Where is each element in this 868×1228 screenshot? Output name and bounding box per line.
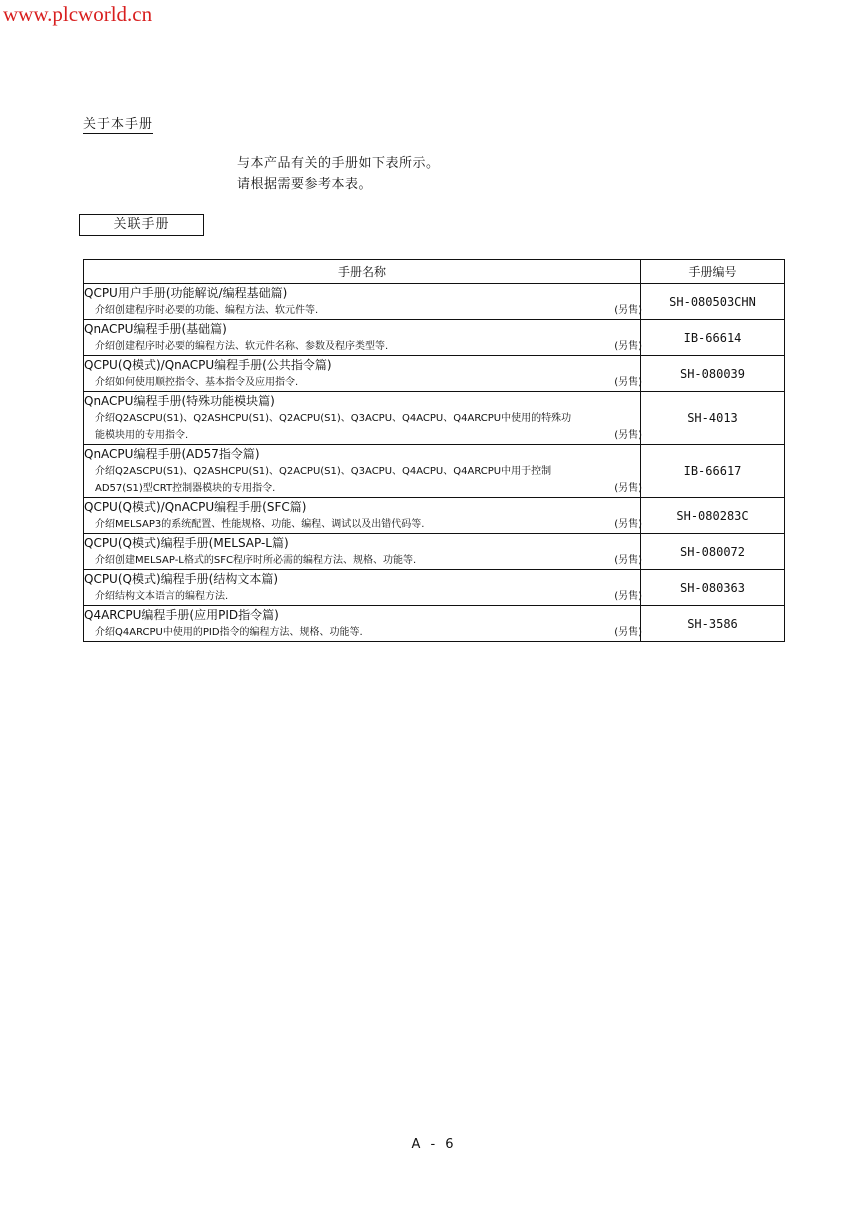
manual-description [84,463,640,497]
table-row [84,606,785,642]
manual-description-text: 介绍如何使用顺控指令、基本指令及应用指令. [95,377,299,388]
table-row [84,356,785,392]
sold-separately-note: (另售) [614,519,642,530]
intro-line: 请根据需要参考本表。 [237,177,373,192]
manual-number: SH-080363 [641,570,785,606]
manual-title: QnACPU编程手册(AD57指令篇) [84,447,260,461]
related-manuals-label: 关联手册 [79,214,204,236]
manual-description-text: 介绍结构文本语言的编程方法. [95,591,229,602]
manual-title: QCPU(Q模式)编程手册(MELSAP-L篇) [84,536,289,550]
table-row [84,320,785,356]
intro-line: 与本产品有关的手册如下表所示。 [237,156,440,171]
sold-separately-note: (另售) [614,627,642,638]
manual-number: SH-080039 [641,356,785,392]
manual-number: SH-4013 [641,392,785,445]
manual-title: QnACPU编程手册(特殊功能模块篇) [84,394,275,408]
table-row [84,534,785,570]
manual-description [84,374,640,391]
related-manuals-table [83,259,785,642]
manual-name-cell [84,498,641,534]
manual-name-cell [84,570,641,606]
table-row [84,570,785,606]
manual-description [84,516,640,533]
manual-description-text: 介绍创建程序时必要的编程方法、软元件名称、参数及程序类型等. [95,341,389,352]
manual-title: QCPU用户手册(功能解说/编程基础篇) [84,286,288,300]
header-manual-number: 手册编号 [641,260,785,284]
page-number: A - 6 [411,1137,457,1152]
manual-description-text: 介绍创建程序时必要的功能、编程方法、软元件等. [95,305,319,316]
manual-name-cell [84,534,641,570]
manual-description-text: 介绍创建MELSAP-L格式的SFC程序时所必需的编程方法、规格、功能等. [95,555,417,566]
manual-name-cell [84,392,641,445]
manual-name-cell [84,445,641,498]
table-row [84,392,785,445]
table-header-row [84,260,785,284]
manual-number: SH-3586 [641,606,785,642]
manual-number: SH-080072 [641,534,785,570]
table-row [84,445,785,498]
manual-title: QCPU(Q模式)/QnACPU编程手册(SFC篇) [84,500,307,514]
sold-separately-note: (另售) [614,555,642,566]
manual-description [84,588,640,605]
sold-separately-note: (另售) [614,377,642,388]
manual-title: QCPU(Q模式)/QnACPU编程手册(公共指令篇) [84,358,332,372]
manual-description-text: 介绍Q2ASCPU(S1)、Q2ASHCPU(S1)、Q2ACPU(S1)、Q3ACPU、Q4ACPU、Q4ARCPU中使用的特殊功能模块用的专用指令. [95,413,572,441]
manual-description-text: 介绍Q4ARCPU中使用的PID指令的编程方法、规格、功能等. [95,627,363,638]
manual-description [84,302,640,319]
manual-description [84,624,640,641]
manual-title: QCPU(Q模式)编程手册(结构文本篇) [84,572,279,586]
manual-name-cell [84,284,641,320]
sold-separately-note: (另售) [614,341,642,352]
watermark-url[interactable]: www.plcworld.cn [3,2,153,26]
manual-number: IB-66614 [641,320,785,356]
manual-title: Q4ARCPU编程手册(应用PID指令篇) [84,608,279,622]
table-row [84,498,785,534]
manual-number: SH-080503CHN [641,284,785,320]
manual-description [84,410,640,444]
manual-description [84,552,640,569]
sold-separately-note: (另售) [614,305,642,316]
manual-number: SH-080283C [641,498,785,534]
manual-name-cell [84,356,641,392]
intro-text [237,153,440,195]
manual-number: IB-66617 [641,445,785,498]
manual-description [84,338,640,355]
sold-separately-note: (另售) [614,430,642,441]
manual-name-cell [84,320,641,356]
manual-name-cell [84,606,641,642]
sold-separately-note: (另售) [614,483,642,494]
manual-description-text: 介绍MELSAP3的系统配置、性能规格、功能、编程、调试以及出错代码等. [95,519,425,530]
manual-title: QnACPU编程手册(基础篇) [84,322,227,336]
header-manual-name: 手册名称 [84,260,641,284]
section-title: 关于本手册 [83,113,153,134]
manual-description-text: 介绍Q2ASCPU(S1)、Q2ASHCPU(S1)、Q2ACPU(S1)、Q3ACPU、Q4ACPU、Q4ARCPU中用于控制AD57(S1)型CRT控制器模块的专用指令. [95,466,552,494]
table-row [84,284,785,320]
sold-separately-note: (另售) [614,591,642,602]
